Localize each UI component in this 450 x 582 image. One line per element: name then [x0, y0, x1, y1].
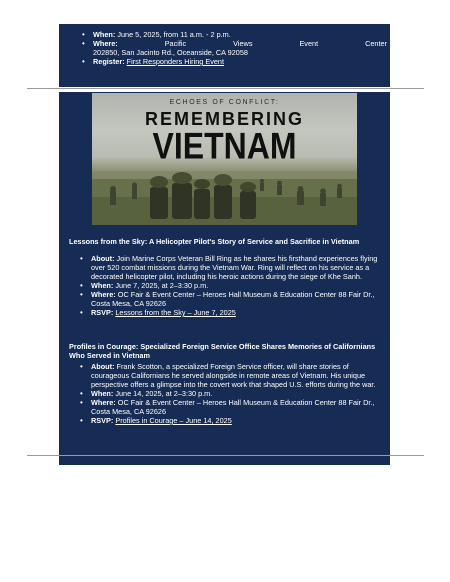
s2-about-item: • About: Frank Scotton, a specialized Foreign Service officer, will share stories of courageous Californians he served alongside in remote areas of Vietnam. His unique perspective offers a glimpse into the covert work that shaped U.S. efforts during the war. — [69, 362, 385, 389]
vietnam-banner-image — [92, 93, 357, 225]
s1-about-item: • About: Join Marine Corps Veteran Bill Ring as he shares his firsthand experiences flying over 520 combat missions during the Vietnam War. Ring will reflect on his service as a decorated helicopter pilot, including his heroic actions during the siege of Khe Sanh. — [69, 254, 385, 281]
top-where-line2: 202850, San Jacinto Rd., Oceanside, CA 92058 — [93, 48, 248, 57]
top-where-line1: • Where: Pacific Views Event Center — [93, 39, 387, 48]
section2-title: Profiles in Courage: Specialized Foreign Service Office Shares Memories of Californians Who Served in Vietnam — [69, 342, 376, 360]
divider-bottom — [27, 455, 424, 456]
register-link[interactable]: First Responders Hiring Event — [126, 57, 225, 66]
s2-rsvp-link[interactable]: Profiles in Courage – June 14, 2025 — [115, 416, 232, 425]
section2-details — [69, 362, 385, 425]
s1-rsvp-item: • RSVP: Lessons from the Sky – June 7, 2025 — [69, 308, 385, 317]
section1-title: Lessons from the Sky: A Helicopter Pilot's Story of Service and Sacrifice in Vietnam — [69, 237, 360, 246]
s1-rsvp-link[interactable]: Lessons from the Sky – June 7, 2025 — [115, 308, 236, 317]
top-event-details — [71, 30, 387, 66]
s2-where-item: • Where: OC Fair & Event Center – Heroes Hall Museum & Education Center 88 Fair Dr., Costa Mesa, CA 92626 — [69, 398, 385, 416]
s1-when-item: • When: June 7, 2025, at 2–3:30 p.m. — [69, 281, 385, 290]
s1-where-item: • Where: OC Fair & Event Center – Heroes Hall Museum & Education Center 88 Fair Dr., Costa Mesa, CA 92626 — [69, 290, 385, 308]
s2-when-item: • When: June 14, 2025, at 2–3:30 p.m. — [69, 389, 385, 398]
divider-top — [27, 88, 424, 89]
top-where-item — [71, 39, 387, 57]
banner-title-line2: VIETNAM — [152, 125, 297, 167]
section1-details — [69, 254, 385, 317]
banner-kicker: ECHOES OF CONFLICT: — [169, 99, 280, 106]
top-register-item: • Register: First Responders Hiring Event — [71, 57, 387, 66]
s2-rsvp-item: • RSVP: Profiles in Courage – June 14, 2025 — [69, 416, 385, 425]
top-when-item: • When: June 5, 2025, from 11 a.m. - 2 p.m. — [71, 30, 387, 39]
banner-title-line1: REMEMBERING — [144, 109, 304, 129]
